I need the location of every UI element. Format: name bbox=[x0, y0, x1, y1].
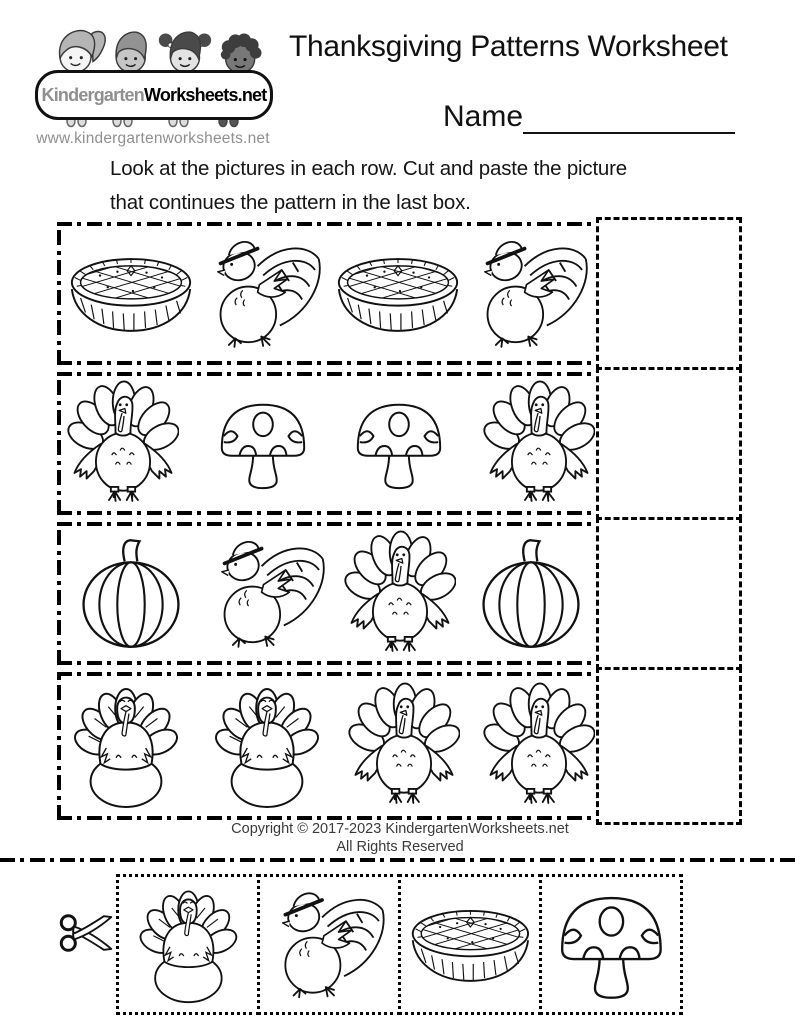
turkey-pumpkin-image bbox=[116, 874, 260, 1015]
turkey-front-image bbox=[483, 682, 595, 810]
logo-text-light: Kindergarten bbox=[41, 84, 144, 105]
pie-image bbox=[334, 247, 462, 341]
turkey-front-image bbox=[344, 530, 456, 658]
turkey-run-image bbox=[206, 534, 332, 654]
instructions bbox=[110, 152, 730, 220]
instructions-line-2: that continues the pattern in the last box. bbox=[110, 191, 471, 214]
mushroom-image bbox=[210, 393, 316, 495]
pattern-row-1 bbox=[57, 222, 740, 365]
turkey-run-image bbox=[257, 874, 401, 1015]
turkey-front-image bbox=[483, 380, 595, 508]
turkey-run-image bbox=[469, 234, 595, 354]
answer-box-row-3 bbox=[596, 517, 742, 670]
turkey-run-image bbox=[202, 234, 328, 354]
copyright-line-1: Copyright © 2017-2023 KindergartenWorksheets.net bbox=[231, 821, 569, 837]
pattern-row-2 bbox=[57, 372, 740, 515]
logo-url: www.kindergartenworksheets.net bbox=[36, 130, 270, 147]
turkey-front-image bbox=[67, 380, 179, 508]
pie-image bbox=[67, 247, 195, 341]
pattern-row-4 bbox=[57, 672, 740, 820]
answer-box-row-1 bbox=[596, 217, 742, 370]
name-blank-line bbox=[523, 102, 735, 134]
pumpkin-image bbox=[467, 536, 595, 652]
pie-image bbox=[398, 874, 542, 1015]
pattern-row-3 bbox=[57, 522, 740, 665]
cut-line-divider bbox=[0, 858, 800, 862]
pumpkin-image bbox=[67, 536, 195, 652]
page-title: Thanksgiving Patterns Worksheet bbox=[289, 30, 728, 63]
pattern-images-row-3 bbox=[65, 527, 597, 660]
site-logo bbox=[30, 12, 276, 147]
mushroom-image bbox=[539, 874, 683, 1015]
answer-box-row-4 bbox=[596, 667, 742, 825]
copyright-line-2: All Rights Reserved bbox=[336, 839, 464, 855]
instructions-line-1: Look at the pictures in each row. Cut and paste the picture bbox=[110, 157, 627, 180]
name-row bbox=[443, 100, 763, 134]
scissors-icon bbox=[58, 908, 116, 958]
turkey-pumpkin-image bbox=[208, 681, 326, 811]
name-label: Name bbox=[443, 100, 524, 133]
kids-illustration-icon bbox=[38, 16, 268, 78]
copyright bbox=[0, 820, 800, 856]
pattern-images-row-1 bbox=[65, 227, 597, 360]
cutout-pieces-strip bbox=[116, 874, 683, 1015]
turkey-pumpkin-image bbox=[67, 681, 185, 811]
turkey-front-image bbox=[348, 682, 460, 810]
answer-box-row-2 bbox=[596, 367, 742, 520]
mushroom-image bbox=[346, 393, 452, 495]
pattern-images-row-4 bbox=[65, 677, 597, 815]
logo-text-bold: Worksheets.net bbox=[143, 84, 267, 105]
logo-banner bbox=[35, 70, 273, 120]
pattern-images-row-2 bbox=[65, 377, 597, 510]
